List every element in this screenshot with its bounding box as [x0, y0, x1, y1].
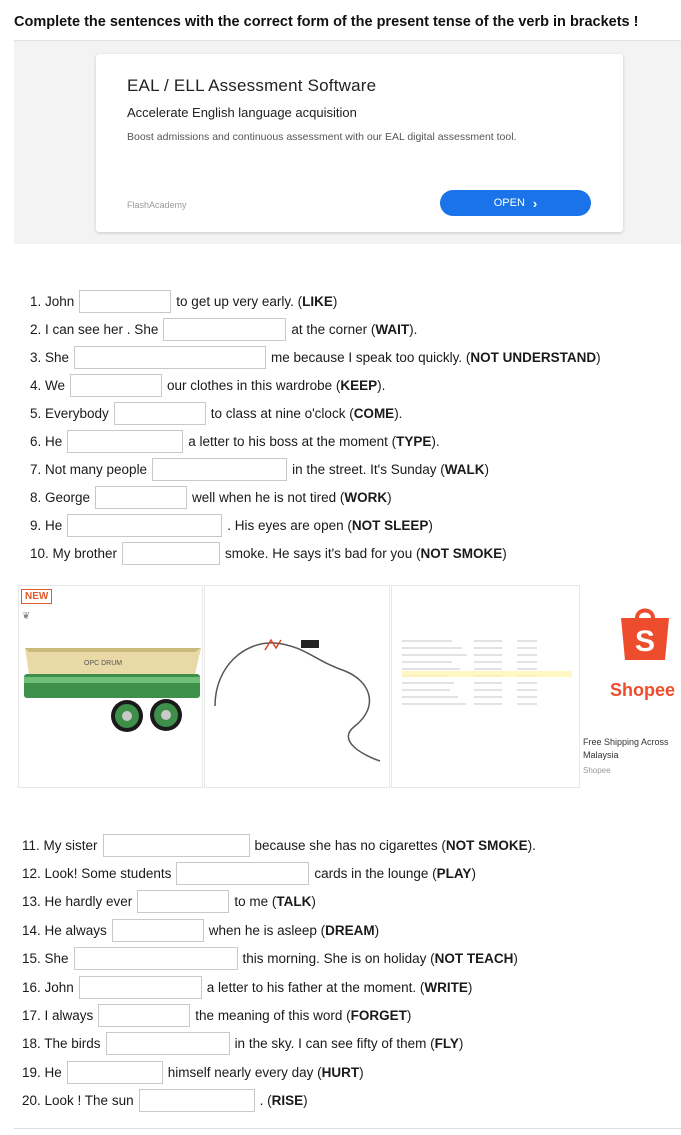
verb-hint: WRITE: [424, 979, 468, 995]
ad-source-text: Shopee: [583, 766, 611, 775]
ad-image-drum: [18, 585, 203, 788]
exercise-continuation: . (: [259, 1093, 272, 1109]
exercise-continuation: the meaning of this word (: [195, 1007, 351, 1023]
instruction-heading: Complete the sentences with the correct form of the present tense of the verb in brackets !: [14, 14, 639, 30]
ad-body: Boost admissions and continuous assessment with our EAL digital assessment tool.: [127, 131, 517, 143]
exercise-prompt: 4. We: [30, 377, 66, 393]
verb-hint: NOT UNDERSTAND: [470, 349, 597, 365]
exercise-row: [30, 486, 392, 510]
exercise-prompt: 6. He: [30, 434, 63, 449]
exercise-end: ): [332, 293, 338, 309]
verb-hint: WALK: [444, 462, 485, 478]
exercise-prompt: 12. Look! Some students: [22, 865, 172, 881]
answer-input[interactable]: [67, 1061, 163, 1084]
ad-open-label: OPEN: [493, 197, 525, 209]
verb-hint: TALK: [276, 894, 312, 910]
answer-input[interactable]: [79, 976, 202, 999]
cable-image: [205, 586, 391, 789]
verb-hint: TYPE: [396, 434, 432, 449]
exercise-row: [22, 947, 518, 971]
exercise-continuation: to me (: [234, 894, 277, 910]
verb-hint: KEEP: [340, 377, 378, 393]
answer-input[interactable]: [176, 862, 309, 885]
exercise-continuation: at the corner (: [291, 321, 376, 337]
exercise-prompt: 11. My sister: [22, 837, 98, 853]
ad-country-text: Malaysia: [583, 750, 619, 760]
opc-drum-image: [19, 586, 204, 789]
exercise-row: [22, 1003, 411, 1027]
answer-input[interactable]: [103, 834, 250, 857]
exercise-continuation: to get up very early. (: [176, 293, 303, 309]
exercise-continuation: cards in the lounge (: [314, 865, 437, 881]
exercise-row: [30, 542, 507, 566]
exercise-continuation: . His eyes are open (: [227, 518, 352, 534]
exercise-prompt: 16. John: [22, 979, 74, 995]
ad-open-button[interactable]: [440, 190, 591, 216]
exercise-end: ): [484, 462, 489, 478]
exercise-end: ).: [431, 434, 440, 449]
answer-input[interactable]: [98, 1004, 190, 1027]
verb-hint: FORGET: [350, 1007, 407, 1023]
exercise-end: ): [596, 349, 601, 365]
answer-input[interactable]: [79, 290, 171, 313]
exercise-row: [22, 1060, 364, 1084]
exercise-continuation: this morning. She is on holiday (: [242, 951, 435, 967]
exercise-row: [22, 1032, 463, 1056]
exercise-continuation: me because I speak too quickly. (: [271, 349, 471, 365]
exercise-end: ): [471, 865, 476, 881]
ad-banner-shopee[interactable]: [18, 585, 681, 788]
exercise-end: ): [359, 1064, 364, 1080]
answer-input[interactable]: [152, 458, 287, 481]
chevron-right-icon: ›: [532, 195, 538, 211]
exercise-continuation: when he is asleep (: [208, 922, 326, 938]
answer-input[interactable]: [122, 542, 220, 565]
exercise-row: [22, 975, 472, 999]
verb-hint: PLAY: [436, 865, 472, 881]
exercise-end: ).: [409, 321, 418, 337]
answer-input[interactable]: [114, 402, 206, 425]
exercise-continuation: himself nearly every day (: [167, 1064, 322, 1080]
answer-input[interactable]: [137, 890, 229, 913]
exercise-prompt: 10. My brother: [30, 546, 118, 562]
exercise-prompt: 13. He hardly ever: [22, 894, 133, 910]
exercise-end: ): [387, 490, 392, 506]
verb-hint: DREAM: [325, 922, 375, 938]
answer-input[interactable]: [95, 486, 187, 509]
exercise-end: ).: [377, 377, 386, 393]
exercise-end: ): [374, 922, 380, 938]
new-badge: NEW: [21, 589, 52, 604]
exercise-row: [22, 918, 379, 942]
exercise-prompt: 9. He: [30, 518, 63, 534]
exercise-end: ): [428, 518, 433, 534]
verb-hint: HURT: [321, 1064, 360, 1080]
exercise-end: ).: [394, 405, 403, 421]
exercise-row: [22, 1089, 308, 1113]
exercise-row: [22, 833, 536, 857]
verb-hint: NOT TEACH: [434, 951, 514, 967]
exercise-continuation: a letter to his father at the moment. (: [206, 979, 425, 995]
exercise-prompt: 3. She: [30, 349, 70, 365]
exercise-end: ): [303, 1093, 308, 1109]
exercise-prompt: 19. He: [22, 1064, 62, 1080]
exercise-end: ): [458, 1036, 464, 1052]
exercise-row: [30, 458, 489, 482]
answer-input[interactable]: [106, 1032, 230, 1055]
exercise-prompt: 1. John: [30, 293, 75, 309]
exercise-row: [30, 373, 385, 397]
answer-input[interactable]: [163, 318, 286, 341]
exercise-continuation: well when he is not tired (: [192, 490, 345, 506]
verb-hint: NOT SLEEP: [351, 518, 429, 534]
exercise-prompt: 20. Look ! The sun: [22, 1093, 134, 1109]
exercise-row: [30, 401, 402, 425]
exercise-continuation: in the sky. I can see fifty of them (: [234, 1036, 435, 1052]
exercise-prompt: 5. Everybody: [30, 405, 109, 421]
exercise-row: [30, 345, 601, 369]
exercise-prompt: 15. She: [22, 951, 69, 967]
answer-input[interactable]: [70, 374, 162, 397]
answer-input[interactable]: [67, 430, 183, 453]
exercise-end: ): [513, 951, 518, 967]
exercise-continuation: smoke. He says it's bad for you (: [225, 546, 421, 562]
leaf-icon: ❦: [22, 611, 31, 622]
exercise-prompt: 8. George: [30, 490, 91, 506]
exercise-end: ): [467, 979, 473, 995]
answer-input[interactable]: [139, 1089, 255, 1112]
exercise-prompt: 2. I can see her . She: [30, 321, 159, 337]
verb-hint: FLY: [434, 1036, 459, 1052]
exercise-continuation: our clothes in this wardrobe (: [167, 377, 341, 393]
exercise-row: [30, 430, 440, 454]
shopee-brand: Shopee: [610, 680, 676, 700]
verb-hint: NOT SMOKE: [420, 546, 503, 562]
verb-hint: LIKE: [302, 293, 333, 309]
divider: [14, 1128, 681, 1129]
ad-banner-eal: [14, 40, 681, 244]
spreadsheet-image: [392, 586, 581, 789]
exercise-row: [22, 861, 476, 885]
exercise-prompt: 17. I always: [22, 1007, 94, 1023]
ad-brand: FlashAcademy: [127, 200, 187, 210]
exercise-continuation: to class at nine o'clock (: [210, 405, 354, 421]
exercise-end: ): [502, 546, 507, 562]
verb-hint: COME: [353, 405, 395, 421]
verb-hint: WAIT: [375, 321, 410, 337]
ad-card[interactable]: [96, 54, 623, 232]
ad-image-list: [391, 585, 580, 788]
ad-shipping-text: Free Shipping Across: [583, 737, 669, 747]
answer-input[interactable]: [74, 947, 238, 970]
verb-hint: WORK: [344, 490, 388, 506]
exercise-row: [22, 890, 316, 914]
exercise-end: ).: [527, 837, 536, 853]
exercise-prompt: 18. The birds: [22, 1036, 101, 1052]
exercise-prompt: 14. He always: [22, 922, 107, 938]
verb-hint: NOT SMOKE: [445, 837, 528, 853]
exercise-row: [30, 317, 417, 341]
shopee-bag-icon: [615, 602, 675, 662]
exercise-end: ): [406, 1007, 412, 1023]
exercise-continuation: because she has no cigarettes (: [254, 837, 446, 853]
ad-title: EAL / ELL Assessment Software: [127, 76, 377, 95]
answer-input[interactable]: [112, 919, 204, 942]
exercise-continuation: a letter to his boss at the moment (: [188, 434, 397, 449]
exercise-end: ): [311, 894, 316, 910]
answer-input[interactable]: [67, 514, 222, 537]
drum-box-label: OPC DRUM: [84, 660, 123, 667]
exercise-row: [30, 514, 433, 538]
exercise-prompt: 7. Not many people: [30, 462, 148, 478]
svg-text:S: S: [634, 625, 656, 658]
exercise-row: [30, 289, 337, 313]
exercise-continuation: in the street. It's Sunday (: [292, 462, 445, 478]
verb-hint: RISE: [271, 1093, 304, 1109]
ad-subtitle: Accelerate English language acquisition: [127, 105, 357, 120]
answer-input[interactable]: [74, 346, 266, 369]
ad-image-cable: [204, 585, 390, 788]
